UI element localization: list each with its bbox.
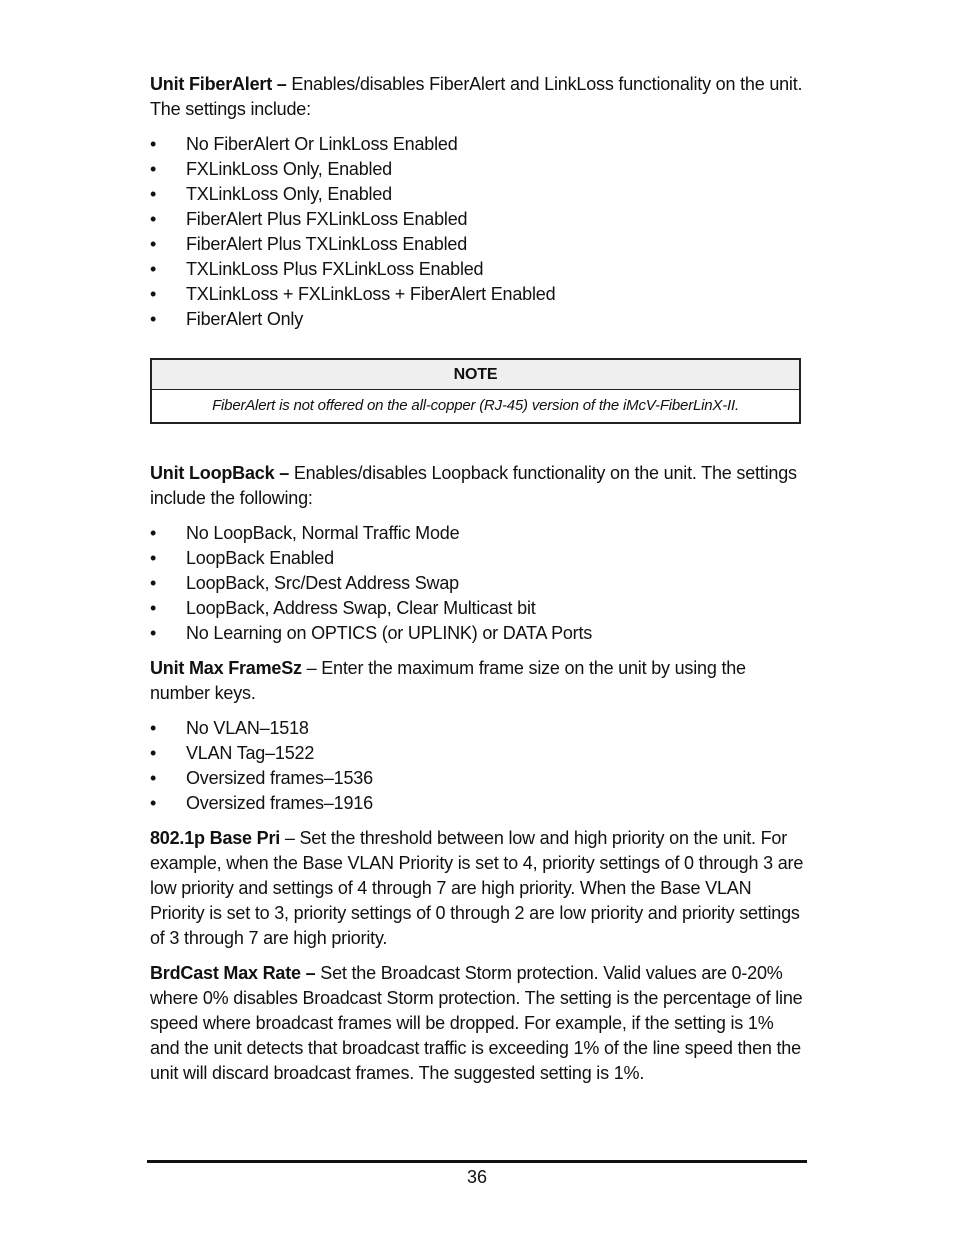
list-item-text: FXLinkLoss Only, Enabled xyxy=(186,159,392,179)
fiberalert-desc: Enables/disables FiberAlert and LinkLoss functionality on the unit. The settings include: xyxy=(150,74,803,119)
bullet-icon: • xyxy=(150,768,157,788)
framesz-term: Unit Max FrameSz xyxy=(150,658,302,678)
list-item xyxy=(150,766,806,791)
page-content xyxy=(150,72,806,1086)
loopback-desc: Enables/disables Loopback functionality on the unit. The settings include the following: xyxy=(150,463,797,508)
list-item xyxy=(150,596,806,621)
list-item-text: FiberAlert Only xyxy=(186,309,304,329)
note-title: NOTE xyxy=(152,360,799,390)
list-item-text: LoopBack Enabled xyxy=(186,548,334,568)
list-item-text: No Learning on OPTICS (or UPLINK) or DATA Ports xyxy=(186,623,593,643)
fiberalert-list xyxy=(150,132,806,332)
list-item-text: No FiberAlert Or LinkLoss Enabled xyxy=(186,134,458,154)
bullet-icon: • xyxy=(150,598,157,618)
list-item-text: No LoopBack, Normal Traffic Mode xyxy=(186,523,460,543)
bullet-icon: • xyxy=(150,573,157,593)
list-item xyxy=(150,207,806,232)
note-box xyxy=(150,358,801,424)
list-item xyxy=(150,716,806,741)
fiberalert-term: Unit FiberAlert – xyxy=(150,74,287,94)
bullet-icon: • xyxy=(150,209,157,229)
list-item xyxy=(150,741,806,766)
loopback-list xyxy=(150,521,806,646)
basepri-term: 802.1p Base Pri xyxy=(150,828,281,848)
list-item xyxy=(150,521,806,546)
list-item-text: FiberAlert Plus TXLinkLoss Enabled xyxy=(186,234,468,254)
note-text: FiberAlert is not offered on the all-copper (RJ-45) version of the iMcV-FiberLinX-II. xyxy=(212,397,739,414)
basepri-desc: – Set the threshold between low and high priority on the unit. For example, when the Base VLAN Priority is set to 4, priority settings of 0 through 3 are low priority and settings of 4 through 7 are high priority. When the Base VLAN Priority is set to 3, priority settings of 0 through 2 are low priority and priority settings of 3 through 7 are high priority. xyxy=(150,828,804,948)
bullet-icon: • xyxy=(150,548,157,568)
bullet-icon: • xyxy=(150,159,157,179)
list-item xyxy=(150,571,806,596)
list-item-text: VLAN Tag–1522 xyxy=(186,743,315,763)
bullet-icon: • xyxy=(150,743,157,763)
bullet-icon: • xyxy=(150,309,157,329)
bullet-icon: • xyxy=(150,259,157,279)
bullet-icon: • xyxy=(150,718,157,738)
bullet-icon: • xyxy=(150,793,157,813)
list-item-text: FiberAlert Plus FXLinkLoss Enabled xyxy=(186,209,468,229)
bullet-icon: • xyxy=(150,284,157,304)
list-item xyxy=(150,621,806,646)
list-item-text: TXLinkLoss + FXLinkLoss + FiberAlert Enabled xyxy=(186,284,556,304)
framesz-paragraph xyxy=(150,656,806,706)
list-item xyxy=(150,232,806,257)
list-item xyxy=(150,282,806,307)
list-item-text: No VLAN–1518 xyxy=(186,718,309,738)
bullet-icon: • xyxy=(150,623,157,643)
framesz-desc: – Enter the maximum frame size on the unit by using the number keys. xyxy=(150,658,746,703)
list-item xyxy=(150,546,806,571)
brdcast-desc: Set the Broadcast Storm protection. Valid values are 0-20% where 0% disables Broadcast Storm protection. The setting is the percentage of line speed where broadcast frames will be dropped. For example, if the setting is 1% and the unit detects that broadcast traffic is exceeding 1% of the line speed then the unit will discard broadcast frames. The suggested setting is 1%. xyxy=(150,963,803,1083)
loopback-term: Unit LoopBack – xyxy=(150,463,290,483)
list-item xyxy=(150,307,806,332)
list-item-text: LoopBack, Address Swap, Clear Multicast bit xyxy=(186,598,536,618)
basepri-paragraph xyxy=(150,826,806,951)
bullet-icon: • xyxy=(150,234,157,254)
list-item-text: TXLinkLoss Plus FXLinkLoss Enabled xyxy=(186,259,484,279)
list-item xyxy=(150,182,806,207)
list-item-text: TXLinkLoss Only, Enabled xyxy=(186,184,392,204)
framesz-list xyxy=(150,716,806,816)
page-number: 36 xyxy=(466,1167,488,1187)
loopback-paragraph xyxy=(150,461,806,511)
bullet-icon: • xyxy=(150,184,157,204)
brdcast-term: BrdCast Max Rate – xyxy=(150,963,316,983)
list-item xyxy=(150,791,806,816)
list-item xyxy=(150,257,806,282)
footer-divider xyxy=(147,1160,807,1163)
brdcast-paragraph xyxy=(150,961,806,1086)
list-item-text: LoopBack, Src/Dest Address Swap xyxy=(186,573,459,593)
list-item xyxy=(150,157,806,182)
list-item-text: Oversized frames–1916 xyxy=(186,793,373,813)
list-item xyxy=(150,132,806,157)
fiberalert-paragraph xyxy=(150,72,806,122)
list-item-text: Oversized frames–1536 xyxy=(186,768,373,788)
bullet-icon: • xyxy=(150,134,157,154)
bullet-icon: • xyxy=(150,523,157,543)
